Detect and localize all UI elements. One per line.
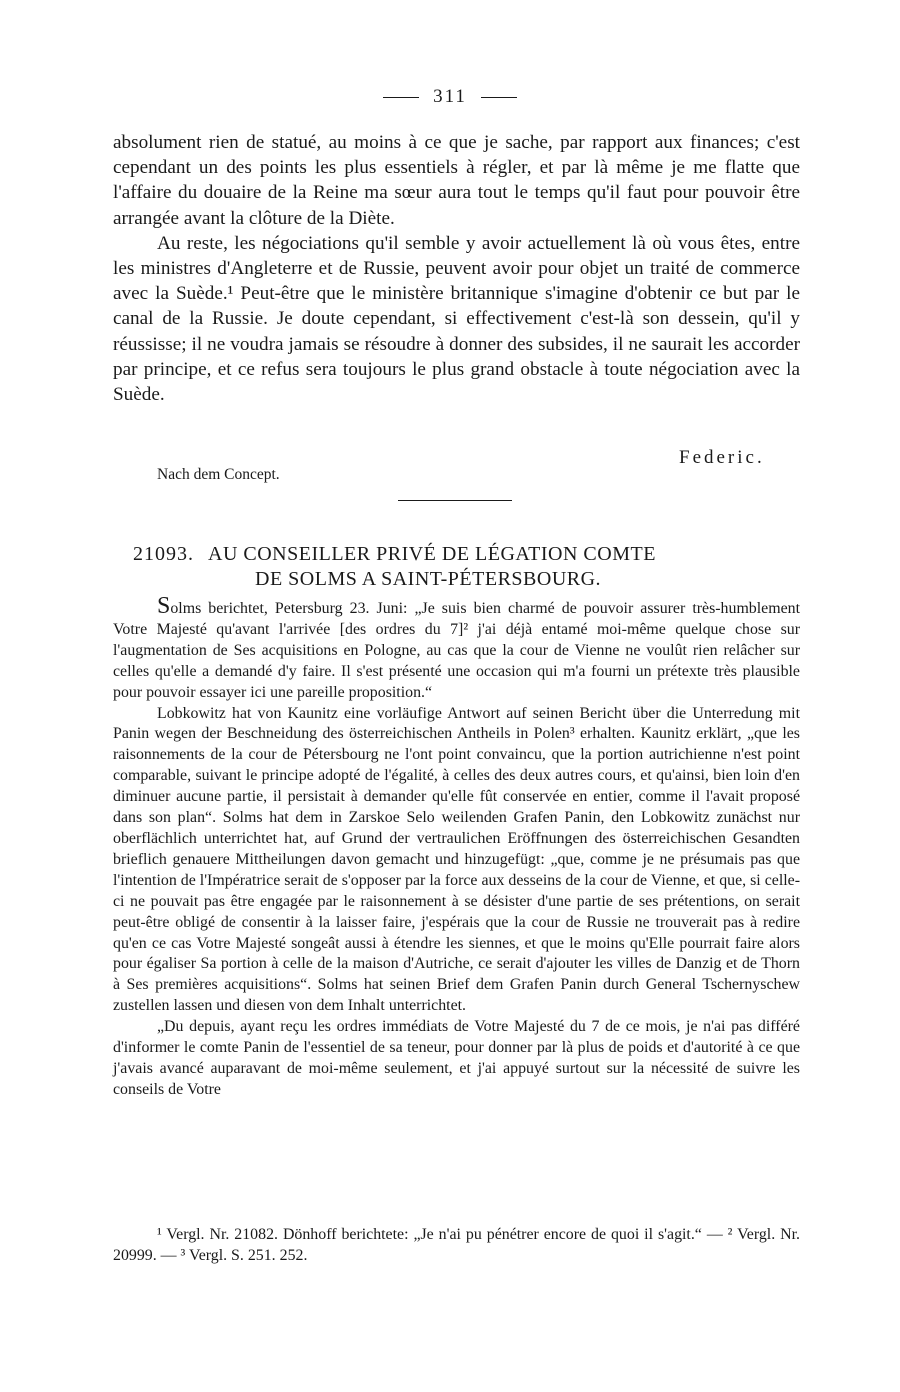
letter-paragraph-2: Au reste, les négociations qu'il semble y avoir actuellement là où vous êtes, entre les ministres d'Angleterre et de Russie, peuvent avoir pour objet un traité de commerce avec la Suède.¹ Peut-être que le ministère britannique s'imagine d'obtenir ce but par le canal de la Russie. Je doute cependant, si effectivement c'est-là son dessein, qu'il y réussisse; il ne voudra jamais se résoudre à donner des subsides, il ne saurait les accorder par principe, et ce refus sera toujours le plus grand obstacle à toute négociation avec la Suède.	[113, 232, 800, 406]
entry-number: 21093.	[133, 543, 194, 565]
entry-title-line-2: DE SOLMS A SAINT-PÉTERSBOURG.	[255, 568, 602, 590]
entry-paragraph-2: Lobkowitz hat von Kaunitz eine vorläufige Antwort auf seinen Bericht über die Unterredung mit Panin wegen der Beschneidung des österreichischen Antheils in Polen³ erhalten. Kaunitz erklärt, „que les raisonnements de la cour de Pétersbourg ne l'ont point convaincu, que la portion autrichienne n'est point comparable, suivant le principe adopté de l'égalité, à celles des deux autres cours, et qu'ainsi, bien loin d'en diminuer aucune partie, il persistait à demander qu'elle fût conservée en entier, comme il l'avait proposé dans son plan“. Solms hat dem in Zarskoe Selo weilenden Grafen Panin, den Lobkowitz zunächst nur oberflächlich unterrichtet hat, auf Grund der vertraulichen Eröffnungen des österreichischen Gesandten brieflich genauere Mittheilungen davon gemacht und hinzugefügt: „que, comme je ne présumais pas que l'intention de l'Impératrice serait de s'opposer par la force aux desseins de la cour de Vienne, et que, si celle-ci ne pouvait pas être engagée par le raisonnement à se désister d'une partie de ses prétentions, on serait peut-être obligé de consentir à la laisser faire, j'espérais que la cour de Russie ne trouverait pas à redire qu'en ce cas Votre Majesté songeât aussi à étendre les siennes, et que le moins qu'Elle pourrait faire alors pour égaliser Sa portion à celle de la maison d'Autriche, ce serait d'ajouter les villes de Danzig et de Thorn à Ses premières acquisitions“. Solms hat seinen Brief dem Grafen Panin durch General Tschernyschew zustellen lassen und diesen von dem Inhalt unterrichtet.	[113, 704, 800, 1015]
entry-body	[113, 593, 800, 1101]
page-number: 311	[433, 86, 467, 107]
letter-continuation	[113, 130, 800, 407]
page-header	[0, 86, 900, 108]
entry-paragraph-1-text: olms berichtet, Petersburg 23. Juni: „Je suis bien charmé de pouvoir assurer très-humblement Votre Majesté qu'avant l'arrivée [des ordres du 7]² j'ai déjà entamé moi-même quelque chose sur l'augmentation de Ses acquisitions en Pologne, au cas que la cour de Vienne ne voulût rien relâcher sur celles qu'elle a demandé d'y faire. Il s'est présenté une occasion qui m'a fourni un prétexte très plausible pour pouvoir essayer ici une pareille proposition.“	[113, 600, 800, 701]
entry-paragraph-1	[113, 593, 800, 704]
header-rule-left	[383, 97, 419, 98]
entry-heading	[133, 542, 800, 592]
drop-cap: S	[157, 593, 171, 619]
entry-paragraph-3: „Du depuis, ayant reçu les ordres immédiats de Votre Majesté du 7 de ce mois, je n'ai pas différé d'informer le comte Panin de l'essentiel de sa teneur, pour donner par là plus de poids et d'autorité à ce que j'avais avancé auparavant de moi-même seulement, et j'ai appuyé surtout sur la nécessité de suivre les conseils de Votre	[113, 1018, 800, 1098]
signature: Federic.	[679, 447, 765, 468]
source-note: Nach dem Concept.	[157, 466, 280, 483]
section-divider	[398, 500, 512, 501]
footnotes: ¹ Vergl. Nr. 21082. Dönhoff berichtete: „Je n'ai pu pénétrer encore de quoi il s'agit.“ — ² Vergl. Nr. 20999. — ³ Vergl. S. 251. 252.	[113, 1226, 800, 1264]
letter-paragraph-1: absolument rien de statué, au moins à ce que je sache, par rapport aux finances; c'est cependant un des points les plus essentiels à régler, et par là même je me flatte que l'affaire du douaire de la Reine ma sœur aura tout le temps qu'il faut pour pouvoir être arrangée avant la clôture de la Diète.	[113, 132, 800, 229]
header-rule-right	[481, 97, 517, 98]
entry-title-line-1: AU CONSEILLER PRIVÉ DE LÉGATION COMTE	[208, 543, 656, 565]
